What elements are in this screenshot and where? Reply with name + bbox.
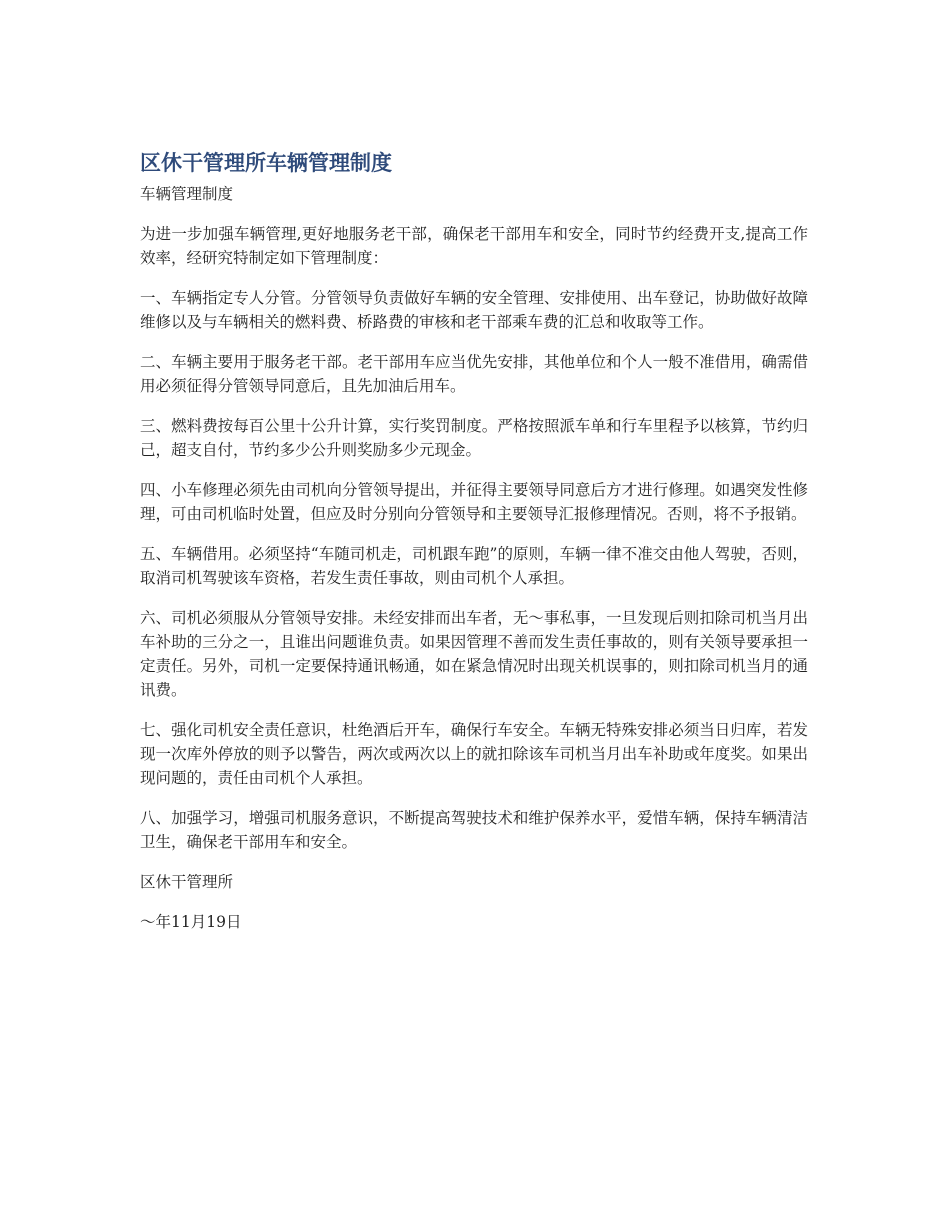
document-subtitle: 车辆管理制度 (140, 185, 234, 203)
clause-paragraph: 五、车辆借用。必须坚持“车随司机走，司机跟车跑”的原则，车辆一律不准交由他人驾驶，否则，取消司机驾驶该车资格，若发生责任事故，则由司机个人承担。 (140, 545, 808, 587)
document-title: 区休干管理所车辆管理制度 (140, 151, 392, 175)
document-page (140, 148, 808, 950)
intro-paragraph: 为进一步加强车辆管理,更好地服务老干部，确保老干部用车和安全，同时节约经费开支,提高工作效率，经研究特制定如下管理制度： (140, 225, 808, 267)
clause-paragraph: 三、燃料费按每百公里十公升计算，实行奖罚制度。严格按照派车单和行车里程予以核算，节约归己，超支自付，节约多少公升则奖励多少元现金。 (140, 417, 808, 459)
issuer-name: 区休干管理所 (140, 873, 234, 891)
clause-paragraph: 四、小车修理必须先由司机向分管领导提出，并征得主要领导同意后方才进行修理。如遇突发性修理，可由司机临时处置，但应及时分别向分管领导和主要领导汇报修理情况。否则，将不予报销。 (140, 481, 808, 523)
clause-paragraph: 二、车辆主要用于服务老干部。老干部用车应当优先安排，其他单位和个人一般不准借用，确需借用必须征得分管领导同意后，且先加油后用车。 (140, 353, 808, 395)
clause-paragraph: 一、车辆指定专人分管。分管领导负责做好车辆的安全管理、安排使用、出车登记，协助做好故障维修以及与车辆相关的燃料费、桥路费的审核和老干部乘车费的汇总和收取等工作。 (140, 289, 808, 331)
clause-paragraph: 六、司机必须服从分管领导安排。未经安排而出车者，无～事私事，一旦发现后则扣除司机当月出车补助的三分之一，且谁出问题谁负责。如果因管理不善而发生责任事故的，则有关领导要承担一定责任。另外，司机一定要保持通讯畅通，如在紧急情况时出现关机误事的，则扣除司机当月的通讯费。 (140, 609, 808, 699)
issue-date: ～年11月19日 (140, 913, 242, 931)
clause-paragraph: 七、强化司机安全责任意识，杜绝酒后开车，确保行车安全。车辆无特殊安排必须当日归库，若发现一次库外停放的则予以警告，两次或两次以上的就扣除该车司机当月出车补助或年度奖。如果出现问题的，责任由司机个人承担。 (140, 721, 808, 787)
clause-paragraph: 八、加强学习，增强司机服务意识，不断提高驾驶技术和维护保养水平，爱惜车辆，保持车辆清洁卫生，确保老干部用车和安全。 (140, 809, 808, 851)
